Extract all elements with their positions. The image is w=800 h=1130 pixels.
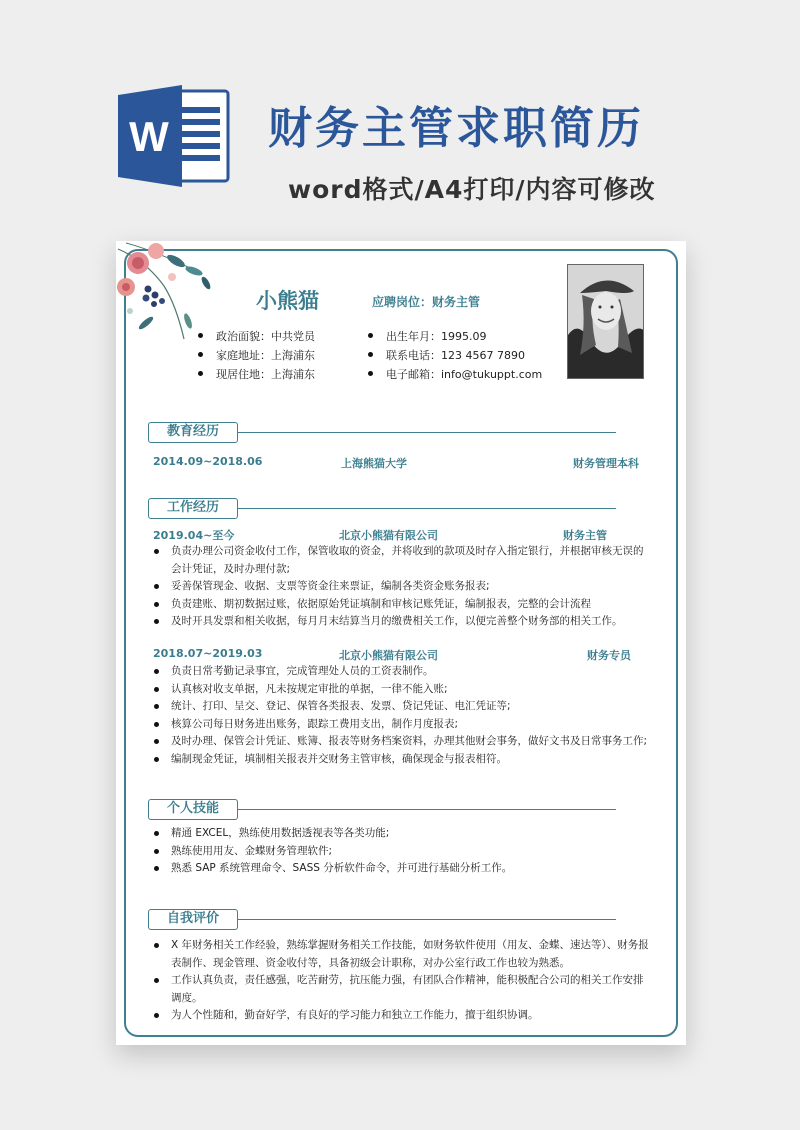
info-email: 电子邮箱：info@tukuppt.com — [366, 366, 542, 385]
section-title-evaluation: 自我评价 — [148, 909, 238, 930]
job-row-1 — [153, 527, 649, 543]
list-item: 核算公司每日财务进出账务，跟踪工费用支出，制作月度报表; — [153, 716, 653, 734]
skills-bullets — [153, 825, 653, 878]
list-item: 熟练使用用友、金蝶财务管理软件; — [153, 843, 653, 861]
info-birth-date: 出生年月：1995.09 — [366, 328, 542, 347]
list-item: 负责日常考勤记录事宜，完成管理处人员的工资表制作。 — [153, 663, 653, 681]
section-title-work: 工作经历 — [148, 498, 238, 519]
section-divider — [238, 508, 616, 509]
education-school: 上海熊猫大学 — [341, 457, 407, 470]
list-item: X 年财务相关工作经验，熟练掌握财务相关工作技能，如财务软件使用（用友、金蝶、速达等）、财务报表制作、现金管理、资金收付等，具备初级会计职称，对办公室行政工作也较为熟悉。 — [153, 937, 653, 972]
portrait-image — [568, 265, 644, 379]
list-item: 统计、打印、呈交、登记、保管各类报表、发票、贷记凭证、电汇凭证等; — [153, 698, 653, 716]
section-title-skills: 个人技能 — [148, 799, 238, 820]
profile-photo — [567, 264, 644, 379]
education-date: 2014.09~2018.06 — [153, 455, 263, 468]
candidate-name: 小熊猫 — [256, 289, 319, 313]
job-company: 北京小熊猫有限公司 — [339, 529, 438, 542]
job-role: 财务主管 — [563, 529, 607, 542]
list-item: 及时开具发票和相关收据，每月月末结算当月的缴费相关工作，以便完善整个财务部的相关工作。 — [153, 613, 653, 631]
list-item: 为人个性随和，勤奋好学，有良好的学习能力和独立工作能力，擅于组织协调。 — [153, 1007, 653, 1025]
list-item: 及时办理、保管会计凭证、账簿、报表等财务档案资料，办理其他财会事务，做好文书及日常事务工作; — [153, 733, 653, 751]
job-row-2 — [153, 647, 649, 663]
list-item: 精通 EXCEL，熟练使用数据透视表等各类功能; — [153, 825, 653, 843]
word-logo-letter: W — [129, 113, 169, 160]
list-item: 熟悉 SAP 系统管理命令、SASS 分析软件命令，并可进行基础分析工作。 — [153, 860, 653, 878]
list-item: 编制现金凭证，填制相关报表并交财务主管审核，确保现金与报表相符。 — [153, 751, 653, 769]
list-item: 负责办理公司资金收付工作，保管收取的资金，并将收到的款项及时存入指定银行，并根据审核无误的会计凭证，及时办理付款; — [153, 543, 653, 578]
evaluation-bullets — [153, 937, 653, 1025]
info-home-address: 家庭地址：上海浦东 — [196, 347, 315, 366]
info-left-list — [196, 328, 315, 385]
list-item: 工作认真负责，责任感强，吃苦耐劳，抗压能力强，有团队合作精神，能积极配合公司的相关工作安排调度。 — [153, 972, 653, 1007]
job-role: 财务专员 — [587, 649, 631, 662]
education-row — [153, 455, 649, 471]
info-current-residence: 现居住地：上海浦东 — [196, 366, 315, 385]
page-title: 财务主管求职简历 — [268, 103, 644, 154]
job-date: 2019.04~至今 — [153, 529, 235, 542]
list-item: 认真核对收支单据，凡未按规定审批的单据，一律不能入账; — [153, 681, 653, 699]
resume-page — [116, 241, 686, 1045]
job-company: 北京小熊猫有限公司 — [339, 649, 438, 662]
applied-position: 应聘岗位：财务主管 — [372, 295, 481, 309]
info-right-list — [366, 328, 542, 385]
page-subtitle: word格式/A4打印/内容可修改 — [288, 175, 656, 204]
job-1-bullets — [153, 543, 653, 631]
section-divider — [238, 919, 616, 920]
section-divider — [238, 432, 616, 433]
section-title-education: 教育经历 — [148, 422, 238, 443]
list-item: 负责建账、期初数据过账，依据原始凭证填制和审核记账凭证，编制报表，完整的会计流程 — [153, 596, 653, 614]
job-date: 2018.07~2019.03 — [153, 647, 263, 660]
job-2-bullets — [153, 663, 653, 768]
info-political-status: 政治面貌：中共党员 — [196, 328, 315, 347]
word-document-icon — [118, 85, 230, 187]
section-divider — [238, 809, 616, 810]
info-phone: 联系电话：123 4567 7890 — [366, 347, 542, 366]
education-major: 财务管理本科 — [573, 457, 639, 470]
list-item: 妥善保管现金、收据、支票等资金往来票证，编制各类资金账务报表; — [153, 578, 653, 596]
